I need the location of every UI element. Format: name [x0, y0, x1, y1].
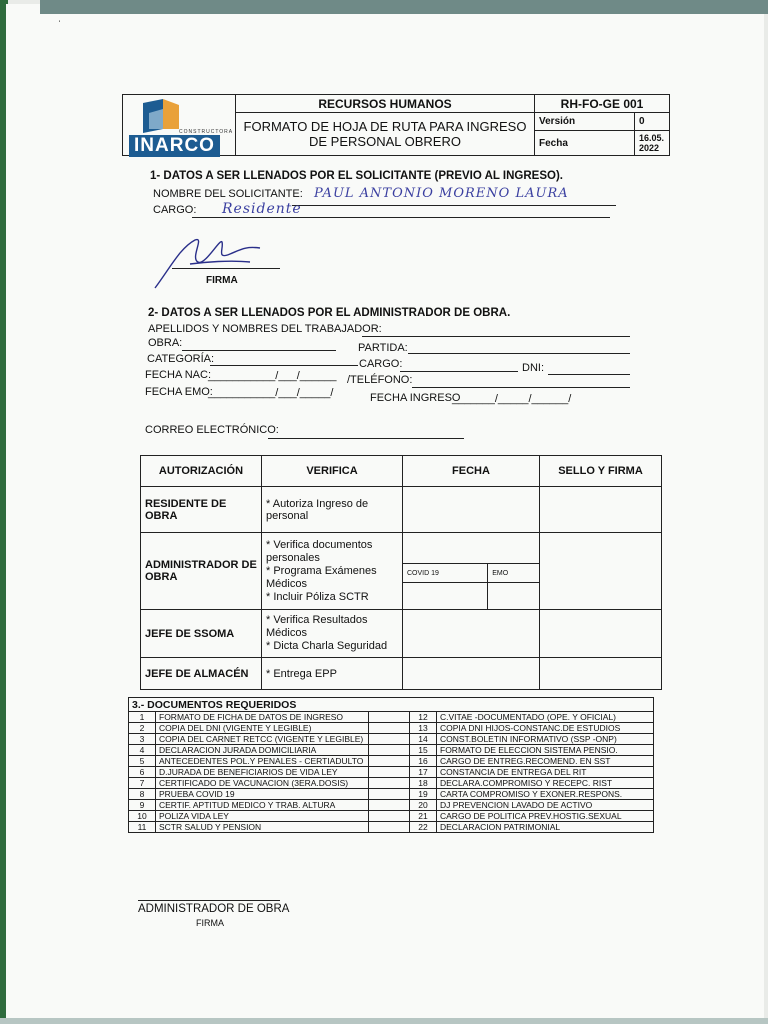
covid19-label: COVID 19 — [403, 564, 488, 583]
doc-num: 9 — [129, 800, 156, 811]
covid19-date[interactable] — [403, 583, 488, 610]
doc-check[interactable] — [369, 712, 410, 723]
sello-almacen[interactable] — [540, 658, 662, 690]
solicitante-line — [292, 205, 616, 206]
doc-text: POLIZA VIDA LEY — [156, 811, 369, 822]
col-verifica: VERIFICA — [262, 456, 403, 487]
categoria-field[interactable] — [210, 365, 358, 366]
department: RECURSOS HUMANOS — [236, 95, 535, 113]
doc-check[interactable] — [369, 734, 410, 745]
apellidos-label: APELLIDOS Y NOMBRES DEL TRABAJADOR: — [148, 323, 382, 335]
date-value: 16.05. 2022 — [635, 131, 670, 156]
role-administrador: ADMINISTRADOR DE OBRA — [141, 533, 262, 610]
col-autorizacion: AUTORIZACIÓN — [141, 456, 262, 487]
section2-heading: 2- DATOS A SER LLENADOS POR EL ADMINISTRADOR DE OBRA. — [148, 307, 511, 319]
fecha-residente[interactable] — [403, 487, 540, 533]
doc-text: CARGO DE POLITICA PREV.HOSTIG.SEXUAL — [437, 811, 654, 822]
fecha-ssoma[interactable] — [403, 610, 540, 658]
telefono-field[interactable] — [412, 387, 630, 388]
doc-text: DECLARACION PATRIMONIAL — [437, 822, 654, 833]
doc-text: ANTECEDENTES POL.Y PENALES - CERTIADULTO — [156, 756, 369, 767]
firma-line — [172, 268, 280, 269]
verifica-residente: * Autoriza Ingreso de personal — [262, 487, 403, 533]
documents-table — [128, 697, 654, 833]
company-subtitle: CONSTRUCTORA — [179, 129, 234, 135]
doc-num: 8 — [129, 789, 156, 800]
doc-text: CARGO DE ENTREG.RECOMEND. EN SST — [437, 756, 654, 767]
obra-label: OBRA: — [148, 337, 183, 349]
table-row — [129, 712, 654, 723]
table-row — [129, 756, 654, 767]
scan-edge-top — [40, 0, 768, 14]
version-label: Versión — [535, 113, 635, 131]
doc-num: 17 — [410, 767, 437, 778]
doc-check[interactable] — [369, 756, 410, 767]
col-fecha: FECHA — [403, 456, 540, 487]
doc-text: PRUEBA COVID 19 — [156, 789, 369, 800]
firma-label: FIRMA — [206, 275, 238, 286]
doc-num: 15 — [410, 745, 437, 756]
company-name: INARCO — [129, 135, 220, 157]
doc-check[interactable] — [369, 767, 410, 778]
table-row — [129, 778, 654, 789]
doc-check[interactable] — [369, 778, 410, 789]
version-value: 0 — [635, 113, 670, 131]
doc-check[interactable] — [369, 789, 410, 800]
doc-num: 2 — [129, 723, 156, 734]
scan-mark: ˈ — [58, 20, 62, 31]
telefono-label: /TELÉFONO: — [347, 374, 413, 386]
admin-firma-label: FIRMA — [196, 918, 224, 928]
authorization-table — [140, 455, 662, 690]
cargo-line — [192, 217, 610, 218]
obra-field[interactable] — [182, 350, 336, 351]
cargo-value: Residente — [222, 201, 302, 217]
form-title: FORMATO DE HOJA DE RUTA PARA INGRESO DE PERSONAL OBRERO — [236, 113, 535, 156]
fecha-nac-label: FECHA NAC: — [145, 369, 212, 381]
fecha-ingreso-label: FECHA INGRESO — [370, 392, 461, 404]
doc-num: 13 — [410, 723, 437, 734]
doc-num: 14 — [410, 734, 437, 745]
doc-num: 5 — [129, 756, 156, 767]
doc-check[interactable] — [369, 822, 410, 833]
partida-field[interactable] — [408, 353, 630, 354]
table-row — [129, 800, 654, 811]
doc-text: FORMATO DE ELECCION SISTEMA PENSIO. — [437, 745, 654, 756]
categoria-label: CATEGORÍA: — [147, 353, 215, 365]
doc-num: 7 — [129, 778, 156, 789]
doc-num: 10 — [129, 811, 156, 822]
role-almacen: JEFE DE ALMACÉN — [141, 658, 262, 690]
date-label: Fecha — [535, 131, 635, 156]
doc-text: CERTIFICADO DE VACUNACION (3ERA.DOSIS) — [156, 778, 369, 789]
doc-num: 19 — [410, 789, 437, 800]
role-residente: RESIDENTE DE OBRA — [141, 487, 262, 533]
fecha-almacen[interactable] — [403, 658, 540, 690]
doc-text: CARTA COMPROMISO Y EXONER.RESPONS. — [437, 789, 654, 800]
doc-text: COPIA DNI HIJOS-CONSTANC.DE ESTUDIOS — [437, 723, 654, 734]
apellidos-field[interactable] — [362, 336, 630, 337]
fecha-nac-field[interactable]: ___________/___/______ — [208, 370, 337, 382]
doc-num: 22 — [410, 822, 437, 833]
doc-num: 21 — [410, 811, 437, 822]
scan-edge-bottom — [0, 1018, 768, 1024]
doc-text: SCTR SALUD Y PENSION — [156, 822, 369, 833]
doc-text: DECLARA.COMPROMISO Y RECEPC. RIST — [437, 778, 654, 789]
col-sello-firma: SELLO Y FIRMA — [540, 456, 662, 487]
dni-field[interactable] — [548, 374, 630, 375]
verifica-ssoma: * Verifica Resultados Médicos * Dicta Charla Seguridad — [262, 610, 403, 658]
doc-num: 20 — [410, 800, 437, 811]
form-header — [122, 94, 670, 156]
emo-date[interactable] — [488, 583, 539, 610]
fecha-ingreso-field[interactable]: _______/_____/______/ — [452, 393, 572, 405]
logo — [123, 95, 236, 156]
table-row — [129, 811, 654, 822]
doc-text: C.VITAE -DOCUMENTADO (OPE. Y OFICIAL) — [437, 712, 654, 723]
doc-num: 1 — [129, 712, 156, 723]
table-row — [129, 745, 654, 756]
table-row — [129, 723, 654, 734]
doc-num: 16 — [410, 756, 437, 767]
table-row — [129, 767, 654, 778]
table-row — [129, 822, 654, 833]
doc-text: COPIA DEL CARNET RETCC (VIGENTE Y LEGIBLE) — [156, 734, 369, 745]
doc-text: CONSTANCIA DE ENTREGA DEL RIT — [437, 767, 654, 778]
cargo2-label: CARGO: — [359, 358, 403, 370]
doc-text: FORMATO DE FICHA DE DATOS DE INGRESO — [156, 712, 369, 723]
fecha-emo-label: FECHA EMO: — [145, 386, 213, 398]
doc-text: CERTIF. APTITUD MEDICO Y TRAB. ALTURA — [156, 800, 369, 811]
section1-heading: 1- DATOS A SER LLENADOS POR EL SOLICITANTE (PREVIO AL INGRESO). — [150, 170, 563, 182]
doc-check[interactable] — [369, 811, 410, 822]
doc-num: 4 — [129, 745, 156, 756]
partida-label: PARTIDA: — [358, 342, 408, 354]
cargo2-field[interactable] — [400, 371, 518, 372]
documents-heading: 3.- DOCUMENTOS REQUERIDOS — [129, 698, 654, 712]
doc-num: 6 — [129, 767, 156, 778]
dni-label: DNI: — [522, 362, 544, 374]
role-ssoma: JEFE DE SSOMA — [141, 610, 262, 658]
doc-check[interactable] — [369, 745, 410, 756]
solicitante-label: NOMBRE DEL SOLICITANTE: — [153, 188, 303, 200]
doc-num: 11 — [129, 822, 156, 833]
form-code: RH-FO-GE 001 — [535, 95, 670, 113]
inarco-logo-icon — [141, 99, 181, 133]
correo-field[interactable] — [268, 438, 464, 439]
cargo-label: CARGO: — [153, 204, 197, 216]
correo-label: CORREO ELECTRÓNICO: — [145, 424, 279, 436]
doc-text: DJ PREVENCION LAVADO DE ACTIVO — [437, 800, 654, 811]
emo-label: EMO — [488, 564, 539, 583]
doc-text: CONST.BOLETIN INFORMATIVO (SSP -ONP) — [437, 734, 654, 745]
table-row — [129, 789, 654, 800]
doc-num: 12 — [410, 712, 437, 723]
sello-ssoma[interactable] — [540, 610, 662, 658]
admin-label: ADMINISTRADOR DE OBRA — [138, 903, 290, 915]
doc-text: DECLARACION JURADA DOMICILIARIA — [156, 745, 369, 756]
fecha-emo-field[interactable]: ___________/___/_____/ — [208, 387, 334, 399]
table-row — [129, 734, 654, 745]
doc-text: D.JURADA DE BENEFICIARIOS DE VIDA LEY — [156, 767, 369, 778]
solicitante-value: PAUL ANTONIO MORENO LAURA — [314, 186, 569, 201]
verifica-administrador: * Verifica documentos personales * Programa Exámenes Médicos * Incluir Póliza SCTR — [262, 533, 403, 610]
doc-check[interactable] — [369, 723, 410, 734]
sello-administrador[interactable] — [540, 533, 662, 610]
fecha-administrador — [403, 533, 540, 610]
doc-num: 3 — [129, 734, 156, 745]
admin-sign-line — [138, 900, 280, 901]
sello-residente[interactable] — [540, 487, 662, 533]
doc-text: COPIA DEL DNI (VIGENTE Y LEGIBLE) — [156, 723, 369, 734]
doc-num: 18 — [410, 778, 437, 789]
doc-check[interactable] — [369, 800, 410, 811]
verifica-almacen: * Entrega EPP — [262, 658, 403, 690]
